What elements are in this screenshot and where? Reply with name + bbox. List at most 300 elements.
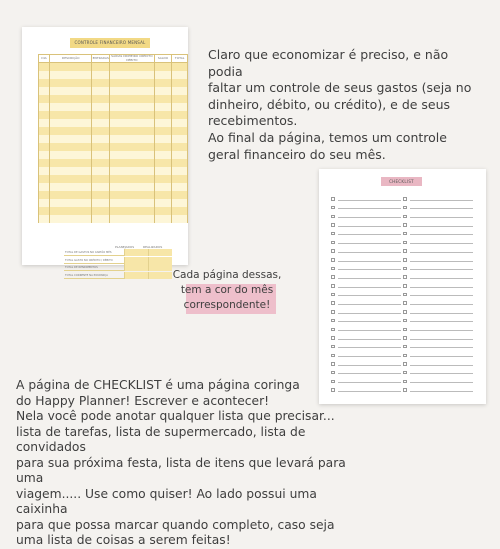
checklist-line: [410, 287, 474, 288]
table-cell: [172, 87, 188, 95]
checklist-line: [410, 269, 474, 270]
table-cell: [50, 127, 92, 135]
checkbox-icon: [403, 328, 407, 332]
checkbox-icon: [331, 319, 335, 323]
table-cell: [110, 87, 154, 95]
table-cell: [172, 79, 188, 87]
checklist-item: [403, 367, 473, 376]
checklist-item: [403, 263, 473, 272]
checklist-item: [403, 323, 473, 332]
checkbox-icon: [331, 371, 335, 375]
summary-label: TOTAL DE RENDIMENTOS: [64, 264, 124, 271]
checklist-item: [331, 297, 401, 306]
checklist-item: [331, 228, 401, 237]
table-row: [39, 191, 188, 199]
checklist-item: [403, 210, 473, 219]
table-cell: [172, 127, 188, 135]
table-cell: [50, 143, 92, 151]
checklist-item: [403, 358, 473, 367]
table-cell: [172, 71, 188, 79]
table-cell: [50, 79, 92, 87]
checklist-item: [403, 254, 473, 263]
table-cell: [172, 199, 188, 207]
table-cell: [110, 143, 154, 151]
checklist-line: [410, 330, 474, 331]
table-cell: [39, 87, 50, 95]
checklist-line: [410, 234, 474, 235]
checklist-line: [338, 252, 402, 253]
checklist-item: [331, 367, 401, 376]
table-cell: [50, 135, 92, 143]
table-cell: [50, 207, 92, 215]
checklist-line: [338, 347, 402, 348]
checkbox-icon: [331, 258, 335, 262]
table-row: [39, 95, 188, 103]
table-cell: [39, 167, 50, 175]
table-row: [39, 111, 188, 119]
checkbox-icon: [331, 223, 335, 227]
table-cell: [154, 135, 172, 143]
table-cell: [92, 167, 110, 175]
checklist-description-text: A página de CHECKLIST é uma página coringa do Happy Planner! Escrever e acontecer! Nela você pode anotar qualquer lista que precisar... lista de tarefas, lista de supermercado, lista de convidados para sua próxima festa, lista de itens que levará para uma viagem..... Use como quiser! Ao lado possui uma caixinha para que possa marcar quando completo, caso seja uma lista de coisas a serem feitas!: [16, 378, 346, 547]
checkbox-icon: [403, 310, 407, 314]
checklist-item: [331, 236, 401, 245]
table-cell: [50, 167, 92, 175]
checkbox-icon: [403, 293, 407, 297]
checkbox-icon: [331, 336, 335, 340]
table-cell: [50, 151, 92, 159]
table-cell: [110, 159, 154, 167]
table-cell: [154, 215, 172, 223]
summary-row: [64, 272, 172, 279]
summary-header-planned: PLANEJADOS: [115, 245, 135, 249]
checklist-line: [410, 243, 474, 244]
checklist-item: [331, 193, 401, 202]
table-cell: [172, 215, 188, 223]
table-cell: [92, 119, 110, 127]
checklist-item: [331, 202, 401, 211]
table-cell: [92, 207, 110, 215]
table-row: [39, 79, 188, 87]
table-cell: [39, 119, 50, 127]
table-cell: [39, 143, 50, 151]
checklist-line: [338, 243, 402, 244]
table-cell: [172, 175, 188, 183]
checklist-item: [331, 323, 401, 332]
table-cell: [92, 127, 110, 135]
table-cell: [39, 175, 50, 183]
checklist-line: [338, 208, 402, 209]
checklist-line: [338, 339, 402, 340]
checklist-line: [410, 252, 474, 253]
table-cell: [172, 111, 188, 119]
checklist-line: [338, 234, 402, 235]
table-cell: [172, 63, 188, 71]
summary-header-realized: REALIZADOS: [143, 245, 163, 249]
color-note-text: Cada página dessas, tem a cor do mês correspondente!: [172, 269, 282, 311]
checklist-line: [410, 217, 474, 218]
checklist-line: [410, 226, 474, 227]
table-cell: [110, 103, 154, 111]
checkbox-icon: [331, 275, 335, 279]
table-cell: [172, 119, 188, 127]
table-cell: [154, 175, 172, 183]
table-cell: [154, 111, 172, 119]
table-row: [39, 143, 188, 151]
table-cell: [172, 191, 188, 199]
checklist-line: [410, 347, 474, 348]
table-cell: [110, 151, 154, 159]
table-cell: [154, 207, 172, 215]
table-cell: [92, 135, 110, 143]
summary-label: TOTAL CORRENTE NA POUPANÇA: [64, 272, 124, 279]
finance-table-header: [39, 55, 188, 63]
table-row: [39, 87, 188, 95]
checklist-line: [338, 373, 402, 374]
checklist-item: [331, 245, 401, 254]
table-cell: [154, 167, 172, 175]
checklist-line: [410, 313, 474, 314]
table-cell: [154, 191, 172, 199]
checkbox-icon: [403, 215, 407, 219]
table-cell: [172, 143, 188, 151]
table-row: [39, 183, 188, 191]
table-row: [39, 63, 188, 71]
checklist-line: [410, 356, 474, 357]
summary-row: [64, 257, 172, 264]
checklist-line: [410, 382, 474, 383]
table-cell: [39, 215, 50, 223]
table-cell: [92, 215, 110, 223]
checklist-item: [403, 193, 473, 202]
checklist-line: [410, 391, 474, 392]
column-header: TOTAL: [172, 55, 188, 63]
checklist-item: [403, 280, 473, 289]
table-cell: [50, 63, 92, 71]
checklist-item: [331, 349, 401, 358]
checkbox-icon: [331, 362, 335, 366]
checklist-item: [403, 289, 473, 298]
table-cell: [110, 127, 154, 135]
checkbox-icon: [403, 284, 407, 288]
checklist-line: [338, 365, 402, 366]
checklist-item: [331, 210, 401, 219]
checklist-item: [331, 263, 401, 272]
checklist-line: [338, 356, 402, 357]
table-cell: [92, 79, 110, 87]
summary-cell: [124, 257, 148, 264]
table-cell: [154, 127, 172, 135]
table-cell: [50, 87, 92, 95]
table-cell: [39, 111, 50, 119]
checklist-line: [338, 261, 402, 262]
checkbox-icon: [331, 345, 335, 349]
checklist-item: [403, 332, 473, 341]
table-cell: [92, 111, 110, 119]
table-cell: [154, 151, 172, 159]
table-cell: [110, 191, 154, 199]
checklist-line: [338, 313, 402, 314]
checklist-line: [410, 261, 474, 262]
checklist-line: [410, 321, 474, 322]
checklist-line: [338, 287, 402, 288]
checklist-item: [331, 315, 401, 324]
checklist-item: [403, 236, 473, 245]
table-cell: [50, 183, 92, 191]
checklist-line: [338, 269, 402, 270]
checklist-line: [338, 330, 402, 331]
checklist-line: [338, 217, 402, 218]
checklist-line: [338, 278, 402, 279]
table-cell: [39, 151, 50, 159]
table-cell: [110, 79, 154, 87]
checklist-line: [410, 208, 474, 209]
checklist-item: [403, 341, 473, 350]
table-cell: [39, 199, 50, 207]
table-row: [39, 135, 188, 143]
checklist-line: [410, 339, 474, 340]
table-cell: [172, 151, 188, 159]
finance-table: [38, 54, 188, 223]
checklist-item: [403, 349, 473, 358]
checkbox-icon: [403, 362, 407, 366]
table-cell: [39, 71, 50, 79]
table-cell: [92, 199, 110, 207]
checkbox-icon: [403, 336, 407, 340]
checklist-item: [331, 332, 401, 341]
table-cell: [39, 135, 50, 143]
column-header: DESCRIÇÃO: [50, 55, 92, 63]
summary-cell: [124, 249, 148, 256]
checklist-item: [403, 306, 473, 315]
checklist-item: [331, 280, 401, 289]
table-cell: [110, 71, 154, 79]
summary-row: [64, 249, 172, 256]
table-cell: [39, 191, 50, 199]
checklist-item: [403, 202, 473, 211]
table-cell: [172, 135, 188, 143]
checklist-item: [331, 306, 401, 315]
table-cell: [92, 191, 110, 199]
table-cell: [92, 103, 110, 111]
checklist-line: [338, 295, 402, 296]
checklist-column-left: [331, 193, 401, 393]
table-cell: [50, 199, 92, 207]
checklist-item: [331, 219, 401, 228]
table-row: [39, 207, 188, 215]
checklist-item: [331, 341, 401, 350]
checkbox-icon: [403, 241, 407, 245]
checklist-line: [410, 304, 474, 305]
table-row: [39, 103, 188, 111]
table-cell: [154, 119, 172, 127]
checkbox-icon: [331, 267, 335, 271]
checklist-item: [403, 228, 473, 237]
table-cell: [50, 175, 92, 183]
table-cell: [50, 215, 92, 223]
checkbox-icon: [403, 319, 407, 323]
table-cell: [172, 207, 188, 215]
table-cell: [110, 215, 154, 223]
table-cell: [110, 207, 154, 215]
checkbox-icon: [331, 284, 335, 288]
table-cell: [172, 183, 188, 191]
table-cell: [110, 175, 154, 183]
table-row: [39, 159, 188, 167]
checkbox-icon: [331, 310, 335, 314]
checklist-description: [16, 378, 364, 549]
table-cell: [110, 199, 154, 207]
table-row: [39, 119, 188, 127]
table-cell: [154, 79, 172, 87]
checklist-line: [338, 304, 402, 305]
checklist-line: [410, 365, 474, 366]
checklist-page: [319, 169, 486, 404]
table-cell: [154, 159, 172, 167]
checkbox-icon: [331, 293, 335, 297]
table-cell: [50, 71, 92, 79]
table-cell: [92, 175, 110, 183]
table-cell: [172, 95, 188, 103]
checklist-line: [338, 321, 402, 322]
checkbox-icon: [331, 249, 335, 253]
checklist-page-title: CHECKLIST: [381, 177, 422, 186]
checkbox-icon: [403, 223, 407, 227]
checkbox-icon: [403, 371, 407, 375]
table-cell: [172, 167, 188, 175]
checklist-item: [403, 315, 473, 324]
table-cell: [39, 95, 50, 103]
table-cell: [92, 151, 110, 159]
checkbox-icon: [403, 301, 407, 305]
table-cell: [110, 111, 154, 119]
checkbox-icon: [403, 249, 407, 253]
table-cell: [110, 119, 154, 127]
checkbox-icon: [331, 301, 335, 305]
table-cell: [50, 191, 92, 199]
column-header: ENTRADAS: [92, 55, 110, 63]
checkbox-icon: [331, 197, 335, 201]
checkbox-icon: [403, 345, 407, 349]
table-row: [39, 151, 188, 159]
table-cell: [50, 95, 92, 103]
table-cell: [39, 183, 50, 191]
checklist-item: [331, 271, 401, 280]
finance-summary: [64, 249, 172, 279]
finance-table-body: [39, 63, 188, 223]
finance-control-page: [22, 27, 188, 277]
table-cell: [39, 63, 50, 71]
summary-label: TOTAL GASTO NO CRÉDITO / DÉBITO: [64, 257, 124, 264]
summary-cell: [148, 257, 172, 264]
table-cell: [154, 199, 172, 207]
checklist-item: [403, 271, 473, 280]
summary-label: TOTAL DE GASTOS NO CARTÃO MÊS: [64, 249, 124, 256]
table-cell: [39, 103, 50, 111]
table-cell: [92, 63, 110, 71]
checklist-item: [403, 375, 473, 384]
checkbox-icon: [403, 354, 407, 358]
checklist-item: [331, 289, 401, 298]
table-cell: [110, 167, 154, 175]
finance-description-text: Claro que economizar é preciso, e não podia faltar um controle de seus gastos (seja no dinheiro, débito, ou crédito), e de seus recebimentos. Ao final da página, temos um controle geral financeiro do seu mês.: [208, 47, 472, 162]
table-cell: [92, 95, 110, 103]
color-note: [168, 268, 286, 313]
checklist-line: [338, 200, 402, 201]
table-cell: [39, 159, 50, 167]
checklist-item: [331, 358, 401, 367]
checkbox-icon: [331, 232, 335, 236]
table-cell: [39, 207, 50, 215]
table-cell: [92, 143, 110, 151]
checkbox-icon: [403, 197, 407, 201]
checkbox-icon: [403, 206, 407, 210]
table-cell: [39, 127, 50, 135]
table-cell: [110, 63, 154, 71]
checkbox-icon: [403, 267, 407, 271]
table-cell: [50, 159, 92, 167]
checklist-line: [410, 200, 474, 201]
table-cell: [92, 159, 110, 167]
finance-page-title: CONTROLE FINANCEIRO MENSAL: [70, 38, 150, 48]
summary-cell: [148, 249, 172, 256]
checkbox-icon: [403, 380, 407, 384]
checklist-item: [331, 254, 401, 263]
table-cell: [110, 95, 154, 103]
table-cell: [39, 79, 50, 87]
table-row: [39, 127, 188, 135]
table-cell: [92, 71, 110, 79]
checklist-line: [410, 373, 474, 374]
table-cell: [154, 87, 172, 95]
checkbox-icon: [403, 232, 407, 236]
table-cell: [154, 183, 172, 191]
table-cell: [110, 135, 154, 143]
checkbox-icon: [331, 215, 335, 219]
table-row: [39, 71, 188, 79]
table-row: [39, 175, 188, 183]
table-cell: [172, 103, 188, 111]
table-cell: [92, 87, 110, 95]
checkbox-icon: [331, 328, 335, 332]
table-cell: [154, 71, 172, 79]
table-cell: [154, 95, 172, 103]
checklist-item: [403, 245, 473, 254]
summary-row: [64, 264, 172, 271]
table-cell: [110, 183, 154, 191]
column-header: SALDO: [154, 55, 172, 63]
table-row: [39, 215, 188, 223]
column-header: DIA: [39, 55, 50, 63]
checklist-item: [403, 297, 473, 306]
table-cell: [50, 119, 92, 127]
checkbox-icon: [331, 241, 335, 245]
summary-cell: [124, 264, 148, 271]
checklist-line: [338, 226, 402, 227]
table-cell: [154, 103, 172, 111]
checklist-column-right: [403, 193, 473, 393]
table-cell: [50, 103, 92, 111]
table-row: [39, 167, 188, 175]
table-cell: [172, 159, 188, 167]
table-cell: [154, 63, 172, 71]
table-cell: [92, 183, 110, 191]
table-cell: [50, 111, 92, 119]
checklist-line: [410, 295, 474, 296]
column-header: SAÍDAS DINHEIRO CRÉDITO DÉBITO: [111, 54, 153, 62]
checkbox-icon: [403, 275, 407, 279]
table-row: [39, 199, 188, 207]
